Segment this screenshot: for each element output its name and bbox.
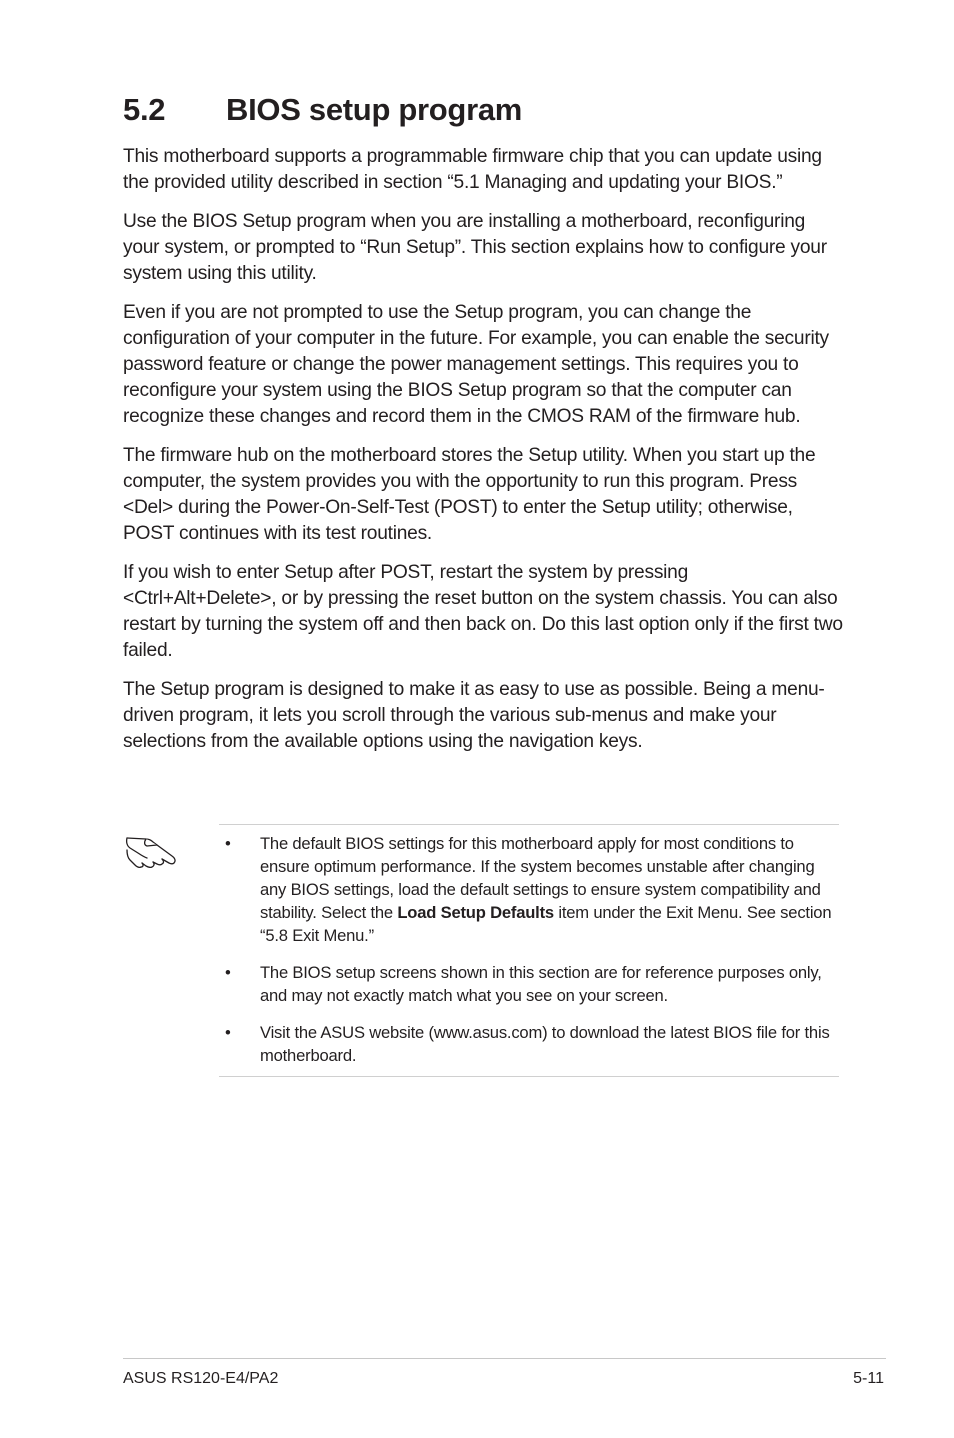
paragraph-configuration: Even if you are not prompted to use the Setup program, you can change the configuration of your computer in the future. For example, you can enable the security password feature or change the power management settings. This requires you to reconfigure your system using the BIOS Setup program so that the computer can recognize these changes and record them in the CMOS RAM of the firmware hub. [123, 302, 829, 427]
bullet: • [225, 834, 231, 853]
load-setup-defaults-label: Load Setup Defaults [397, 903, 554, 922]
note-item-defaults: • The default BIOS settings for this motherboard apply for most conditions to ensure optimum performance. If the system becomes unstable after changing any BIOS settings, load the default settings to ensure system compatibility and stability. Select the Load Setup Defaults item under the Exit Menu. See section “5.8 Exit Menu.” [225, 834, 832, 945]
footer-page-number: 5-11 [853, 1370, 884, 1387]
note-list [219, 832, 839, 1067]
section-heading [123, 90, 522, 130]
section-number: 5.2 [123, 92, 166, 127]
paragraph-navigation: The Setup program is designed to make it as easy to use as possible. Being a menu-driven program, it lets you scroll through the various sub-menus and make your selections from the available options using the navigation keys. [123, 679, 825, 752]
paragraph-restart: If you wish to enter Setup after POST, restart the system by pressing <Ctrl+Alt+Delete>, or by pressing the reset button on the system chassis. You can also restart by turning the system off and then back on. Do this last option only if the first two failed. [123, 562, 843, 661]
note-item-website: • Visit the ASUS website (www.asus.com) to download the latest BIOS file for this motherboard. [225, 1023, 830, 1065]
footer-model: ASUS RS120-E4/PA2 [123, 1370, 279, 1387]
bullet: • [225, 1023, 231, 1042]
paragraph-firmware-hub: The firmware hub on the motherboard stores the Setup utility. When you start up the computer, the system provides you with the opportunity to run this program. Press <Del> during the Power-On-Self-Test (POST) to enter the Setup utility; otherwise, POST continues with its test routines. [123, 445, 816, 544]
footer-divider [123, 1358, 886, 1359]
section-title: BIOS setup program [226, 92, 523, 127]
paragraph-intro: This motherboard supports a programmable firmware chip that you can update using the provided utility described in section “5.1 Managing and updating your BIOS.” [123, 146, 822, 193]
bullet: • [225, 963, 231, 982]
note-item-reference: • The BIOS setup screens shown in this section are for reference purposes only, and may not exactly match what you see on your screen. [225, 963, 822, 1005]
body-text [123, 144, 843, 768]
hand-pointing-icon [124, 830, 180, 870]
paragraph-when-to-use: Use the BIOS Setup program when you are installing a motherboard, reconfiguring your system, or prompted to “Run Setup”. This section explains how to configure your system using this utility. [123, 211, 827, 284]
note-box [219, 824, 839, 1077]
